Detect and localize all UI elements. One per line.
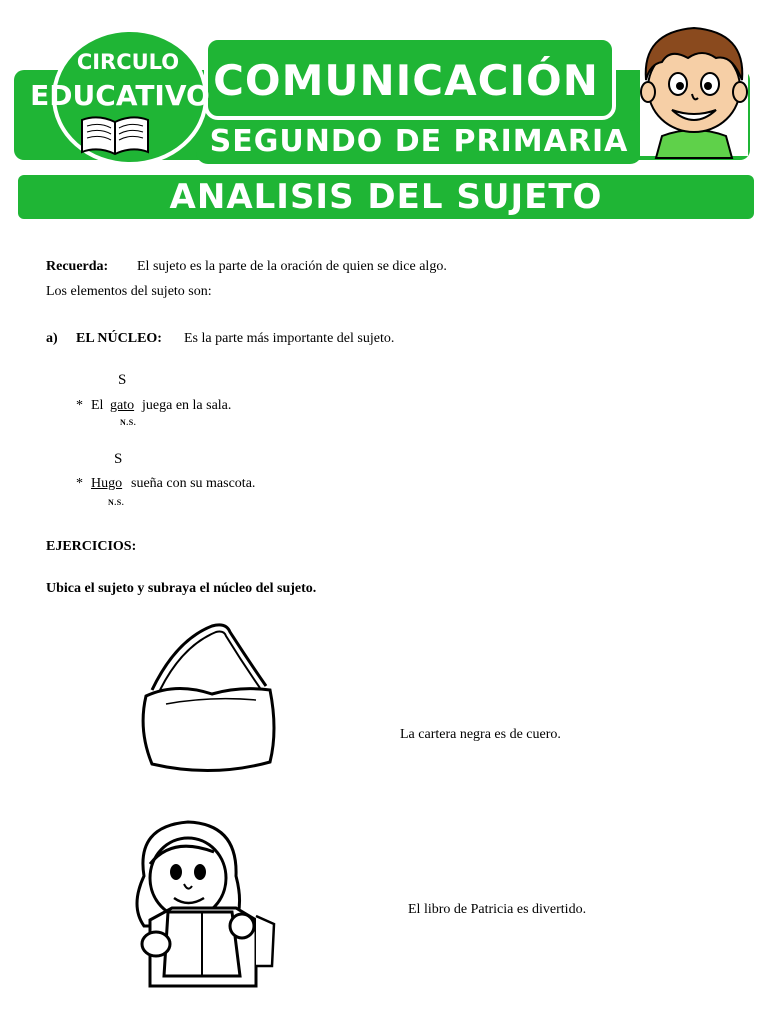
- exercise-sentence: La cartera negra es de cuero.: [400, 727, 561, 742]
- logo-text-top: CIRCULO: [76, 50, 180, 74]
- handbag-drawing: [136, 620, 282, 782]
- recuerda-label: Recuerda:: [46, 259, 109, 274]
- header-title: COMUNICACIÓN: [213, 56, 599, 105]
- subject-mark: S: [118, 372, 127, 388]
- nucleus-label: N.S.: [120, 418, 137, 427]
- elements-line: Los elementos del sujeto son:: [46, 284, 212, 299]
- exercise-sentence: El libro de Patricia es divertido.: [408, 902, 587, 917]
- example-bullet: *: [76, 476, 83, 491]
- subject-mark: S: [114, 451, 123, 467]
- topic-title: ANALISIS DEL SUJETO: [169, 177, 603, 217]
- nucleo-text: Es la parte más importante del sujeto.: [184, 331, 395, 346]
- exercises-heading: EJERCICIOS:: [46, 539, 137, 554]
- nucleus-label: N.S.: [108, 498, 125, 507]
- example-predicate: juega en la sala.: [142, 398, 232, 413]
- exercise-instruction: Ubica el sujeto y subraya el núcleo del sujeto.: [46, 581, 317, 596]
- subject-core: Hugo: [91, 476, 123, 491]
- example-bullet: *: [76, 398, 83, 413]
- example-predicate: sueña con su mascota.: [131, 476, 256, 491]
- nucleo-label: EL NÚCLEO:: [76, 331, 162, 346]
- logo-text-bottom: EDUCATIVO: [30, 79, 210, 112]
- girl-reading-drawing: [124, 816, 280, 992]
- header-subtitle: SEGUNDO DE PRIMARIA: [209, 124, 629, 159]
- boy-mascot-illustration: [636, 18, 752, 160]
- subject-core: gato: [110, 398, 135, 413]
- example-pre: El: [91, 398, 104, 413]
- nucleo-marker: a): [46, 331, 58, 346]
- recuerda-text: El sujeto es la parte de la oración de quien se dice algo.: [137, 259, 447, 274]
- open-book-icon: [78, 112, 152, 158]
